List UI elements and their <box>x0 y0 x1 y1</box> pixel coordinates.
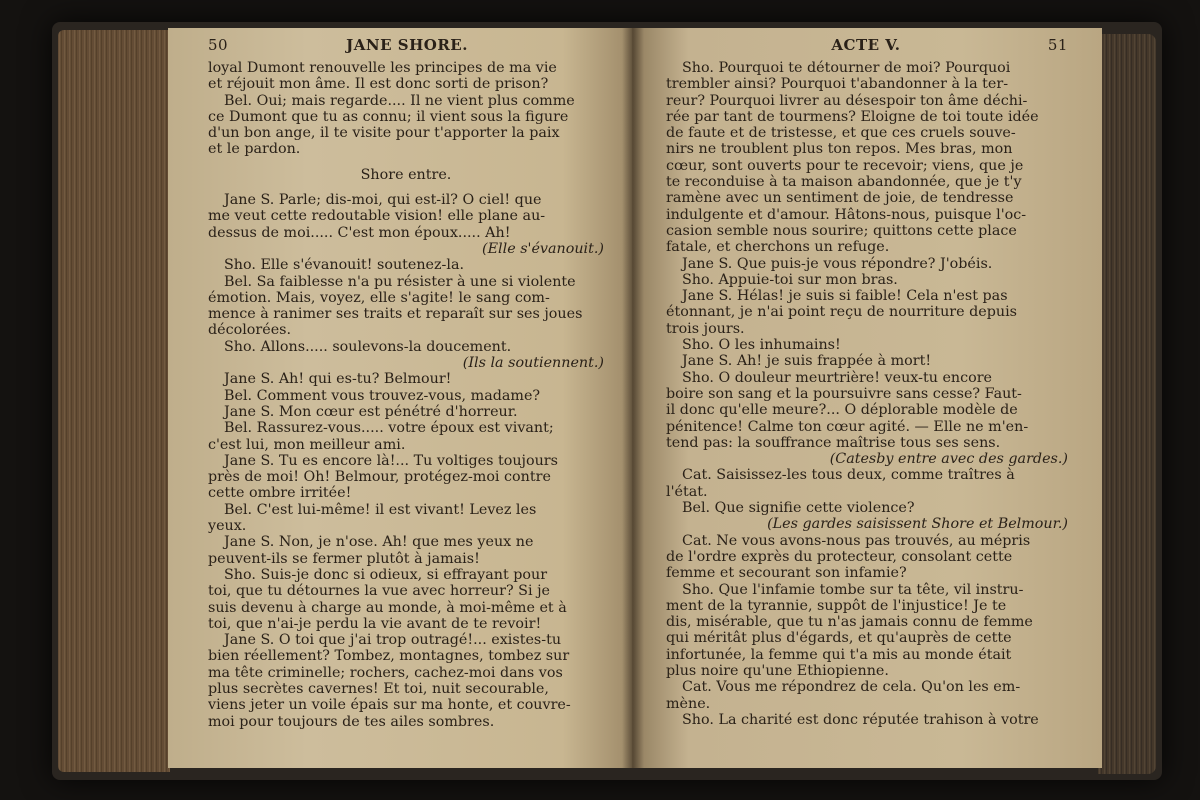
text-line: ramène avec un sentiment de joie, de tendresse <box>666 190 1014 207</box>
text-line: indulgente et d'amour. Hâtons-nous, puisque l'oc- <box>666 206 1027 223</box>
text-line: moi pour toujours de tes ailes sombres. <box>208 713 495 730</box>
stage-direction: (Catesby entre avec des gardes.) <box>829 451 1068 468</box>
text-line: Jane S. Mon cœur est pénétré d'horreur. <box>224 403 518 420</box>
text-line: Bel. Que signifie cette violence? <box>682 500 915 517</box>
text-line: décolorées. <box>208 322 292 339</box>
right-running-title: ACTE V. <box>831 36 901 54</box>
text-line: Jane S. Tu es encore là!... Tu voltiges toujours <box>224 452 558 469</box>
text-line: Bel. Sa faiblesse n'a pu résister à une si violente <box>224 273 576 290</box>
text-line: te reconduise à ta maison abandonnée, que je t'y <box>666 174 1022 191</box>
book-gutter <box>622 28 644 768</box>
text-line: bien réellement? Tombez, montagnes, tombez sur <box>208 648 570 665</box>
text-line: nirs ne troublent plus ton repos. Mes bras, mon <box>666 141 1013 158</box>
left-page-text <box>208 60 604 730</box>
text-line: mence à ranimer ses traits et reparaît sur ses joues <box>208 306 583 323</box>
text-line: trembler ainsi? Pourquoi t'abandonner à la ter- <box>666 76 1009 93</box>
text-line: yeux. <box>208 518 247 535</box>
text-line: Sho. Suis-je donc si odieux, si effrayant pour <box>224 566 548 583</box>
text-line: toi, que n'ai-je perdu la vie avant de te revoir! <box>208 615 542 632</box>
text-line: boire son sang et la poursuivre sans cesse? Faut- <box>666 385 1022 402</box>
text-line: c'est lui, mon meilleur ami. <box>208 436 406 453</box>
text-line: Jane S. Non, je n'ose. Ah! que mes yeux ne <box>224 534 534 551</box>
left-running-head <box>208 36 604 58</box>
text-line: Sho. Appuie-toi sur mon bras. <box>682 271 898 288</box>
text-line: Sho. Pourquoi te détourner de moi? Pourquoi <box>682 60 1011 76</box>
right-page-number: 51 <box>1047 36 1068 54</box>
text-line: cette ombre irritée! <box>208 485 352 502</box>
text-line: fatale, et cherchons un refuge. <box>666 239 890 256</box>
left-page-number: 50 <box>208 36 229 54</box>
text-line: toi, que tu détournes la vue avec horreur? Si je <box>208 583 550 600</box>
text-line: il donc qu'elle meure?... O déplorable modèle de <box>666 402 1018 419</box>
text-line: reur? Pourquoi livrer au désespoir ton âme déchi- <box>666 92 1028 109</box>
text-line: d'un bon ange, il te visite pour t'apporter la paix <box>208 125 560 142</box>
text-line: Sho. Elle s'évanouit! soutenez-la. <box>224 257 465 274</box>
text-line: Sho. Que l'infamie tombe sur ta tête, vil instru- <box>682 581 1024 598</box>
text-line: Cat. Saisissez-les tous deux, comme traîtres à <box>682 467 1015 484</box>
text-line: tend pas: la souffrance maîtrise tous ses sens. <box>666 434 1001 451</box>
left-page-edges <box>58 30 170 772</box>
stage-direction: (Ils la soutiennent.) <box>462 355 604 372</box>
text-line: Jane S. O toi que j'ai trop outragé!... existes-tu <box>224 632 562 649</box>
text-line: Jane S. Hélas! je suis si faible! Cela n'est pas <box>682 288 1008 305</box>
stage-direction: (Elle s'évanouit.) <box>482 240 604 257</box>
text-line: infortunée, la femme qui t'a mis au monde était <box>666 646 1012 663</box>
text-line: ment de la tyrannie, suppôt de l'injustice! Je te <box>666 597 1007 614</box>
text-line: plus noire qu'une Ethiopienne. <box>666 662 889 679</box>
text-line: rée par tant de tourmens? Eloigne de toi toute idée <box>666 108 1039 125</box>
text-line: trois jours. <box>666 320 745 337</box>
text-line: suis devenu à charge au monde, à moi-même et à <box>208 599 567 616</box>
text-line: Jane S. Ah! je suis frappée à mort! <box>682 353 932 370</box>
text-line: dis, misérable, que tu n'as jamais connu de femme <box>666 614 1033 631</box>
text-line: Bel. Oui; mais regarde.... Il ne vient plus comme <box>224 92 575 109</box>
text-line: et réjouit mon âme. Il est donc sorti de prison? <box>208 76 549 93</box>
text-line: dessus de moi..... C'est mon époux..... Ah! <box>208 224 511 241</box>
text-line: femme et secourant son infamie? <box>666 565 907 582</box>
right-page <box>632 28 1102 768</box>
text-line: et le pardon. <box>208 141 301 158</box>
text-line: ce Dumont que tu as connu; il vient sous la figure <box>208 108 569 125</box>
right-page-edges <box>1098 34 1156 774</box>
left-page <box>168 28 632 768</box>
text-line: Jane S. Que puis-je vous répondre? J'obéis. <box>682 255 993 272</box>
text-line: Bel. Comment vous trouvez-vous, madame? <box>224 387 541 404</box>
text-line: ma tête criminelle; rochers, cachez-moi dans vos <box>208 664 563 681</box>
text-line: Sho. O douleur meurtrière! veux-tu encore <box>682 369 993 386</box>
text-line: l'état. <box>666 483 708 500</box>
text-line: près de moi! Oh! Belmour, protégez-moi contre <box>208 469 551 486</box>
text-line: de l'ordre exprès du protecteur, consolant cette <box>666 548 1013 565</box>
stage-direction: (Les gardes saisissent Shore et Belmour.) <box>767 516 1068 533</box>
text-line: de faute et de tristesse, et que ces cruels souve- <box>666 125 1016 142</box>
text-line: Jane S. Ah! qui es-tu? Belmour! <box>224 371 452 388</box>
text-line: Jane S. Parle; dis-moi, qui est-il? O ciel! que <box>224 192 542 209</box>
text-line: pénitence! Calme ton cœur agité. — Elle ne m'en- <box>666 418 1029 435</box>
text-line: émotion. Mais, voyez, elle s'agite! le sang com- <box>208 289 550 306</box>
stage-direction: Shore entre. <box>360 166 452 183</box>
text-line: cœur, sont ouverts pour te recevoir; viens, que je <box>666 157 1024 174</box>
text-line: Cat. Ne vous avons-nous pas trouvés, au mépris <box>682 532 1031 549</box>
right-page-text <box>666 60 1068 728</box>
text-line: loyal Dumont renouvelle les principes de ma vie <box>208 60 557 76</box>
text-line: mène. <box>666 695 711 712</box>
text-line: peuvent-ils se fermer plutôt à jamais! <box>208 550 480 567</box>
text-line: me veut cette redoutable vision! elle plane au- <box>208 208 546 225</box>
left-running-title: JANE SHORE. <box>346 36 468 54</box>
text-line: casion semble nous sourire; quittons cette place <box>666 222 1017 239</box>
text-line: viens jeter un voile épais sur ma honte, et couvre- <box>208 697 571 714</box>
text-line: Bel. Rassurez-vous..... votre époux est vivant; <box>224 420 554 437</box>
text-line: qui méritât plus d'égards, et qu'auprès de cette <box>666 630 1012 647</box>
text-line: étonnant, je n'ai point reçu de nourriture depuis <box>666 304 1017 321</box>
right-running-head <box>666 36 1068 58</box>
text-line: Cat. Vous me répondrez de cela. Qu'on les em- <box>682 679 1021 696</box>
text-line: Bel. C'est lui-même! il est vivant! Levez les <box>224 501 537 518</box>
text-line: Sho. O les inhumains! <box>682 337 841 354</box>
text-line: plus secrètes cavernes! Et toi, nuit secourable, <box>208 680 549 697</box>
text-line: Sho. Allons..... soulevons-la doucement. <box>224 338 512 355</box>
text-line: Sho. La charité est donc réputée trahison à votre <box>682 711 1039 728</box>
